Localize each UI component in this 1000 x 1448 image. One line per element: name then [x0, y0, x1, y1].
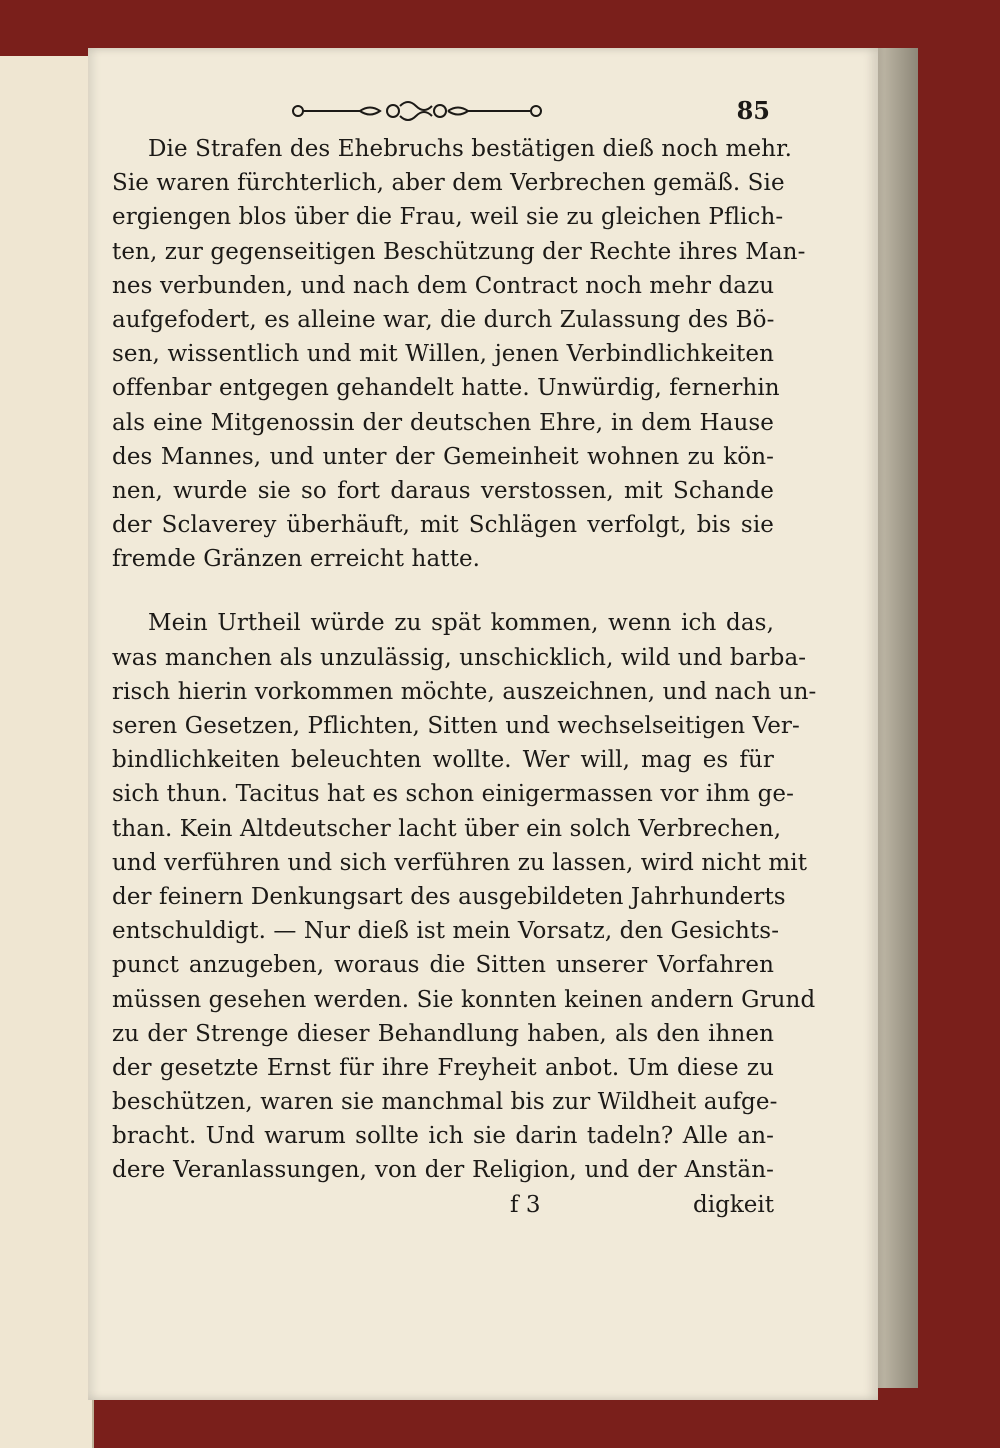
- text-line: nen, wurde sie so fort daraus verstossen, mit Schande: [112, 477, 774, 504]
- text-line: ten, zur gegenseitigen Beschützung der Rechte ihres Man-: [112, 238, 806, 265]
- text-line: aufgefodert, es alleine war, die durch Zulassung des Bö-: [112, 306, 775, 333]
- text-line: punct anzugeben, woraus die Sitten unserer Vorfahren: [112, 952, 774, 979]
- text-line: sich thun. Tacitus hat es schon einigermassen vor ihm ge-: [112, 781, 794, 808]
- text-line: bindlichkeiten beleuchten wollte. Wer will, mag es für: [112, 747, 774, 774]
- paragraph: [112, 606, 817, 1187]
- text-line: Sie waren fürchterlich, aber dem Verbrechen gemäß. Sie: [112, 170, 785, 197]
- text-line: müssen gesehen werden. Sie konnten keinen andern Grund: [112, 986, 816, 1013]
- text-line: der feinern Denkungsart des ausgebildeten Jahrhunderts: [112, 883, 786, 910]
- text-line: was manchen als unzulässig, unschicklich, wild und barba-: [112, 644, 807, 671]
- ornament-rule-icon: [290, 96, 590, 126]
- paragraph-gap: [112, 576, 774, 606]
- text-line: offenbar entgegen gehandelt hatte. Unwürdig, fernerhin: [112, 375, 780, 402]
- text-line: und verführen und sich verführen zu lassen, wird nicht mit: [112, 849, 808, 876]
- text-line: bracht. Und warum sollte ich sie darin tadeln? Alle an-: [112, 1123, 774, 1150]
- text-line: des Mannes, und unter der Gemeinheit wohnen zu kön-: [112, 443, 774, 470]
- text-line: nes verbunden, und nach dem Contract noch mehr dazu: [112, 272, 775, 299]
- facing-page-edge: [0, 56, 94, 1448]
- text-line: fremde Gränzen erreicht hatte.: [112, 546, 481, 573]
- text-line: der Sclaverey überhäuft, mit Schlägen verfolgt, bis sie: [112, 512, 774, 539]
- signature-mark: f 3: [510, 1192, 541, 1218]
- text-line: der gesetzte Ernst für ihre Freyheit anbot. Um diese zu: [112, 1054, 774, 1081]
- page-number: 85: [736, 96, 770, 125]
- text-line: dere Veranlassungen, von der Religion, und der Anstän-: [112, 1157, 774, 1184]
- catchword: digkeit: [693, 1192, 774, 1218]
- text-line: als eine Mitgenossin der deutschen Ehre, in dem Hause: [112, 409, 774, 436]
- text-line: seren Gesetzen, Pflichten, Sitten und wechselseitigen Ver-: [112, 713, 800, 739]
- text-line: than. Kein Altdeutscher lacht über ein solch Verbrechen,: [112, 815, 782, 842]
- text-line: sen, wissentlich und mit Willen, jenen Verbindlichkeiten: [112, 341, 774, 368]
- paragraph: [112, 132, 806, 576]
- text-line: beschützen, waren sie manchmal bis zur Wildheit aufge-: [112, 1089, 778, 1116]
- page-footer: [112, 1188, 774, 1222]
- text-line: Die Strafen des Ehebruchs bestätigen dieß noch mehr.: [148, 136, 793, 162]
- body-text: [112, 132, 817, 1188]
- text-line: zu der Strenge dieser Behandlung haben, als den ihnen: [112, 1020, 774, 1047]
- text-line: ergiengen blos über die Frau, weil sie zu gleichen Pflich-: [112, 204, 784, 231]
- page-header: [290, 96, 770, 126]
- text-line: Mein Urtheil würde zu spät kommen, wenn ich das,: [148, 610, 774, 637]
- text-line: risch hierin vorkommen möchte, auszeichnen, und nach un-: [112, 678, 817, 705]
- text-line: entschuldigt. — Nur dieß ist mein Vorsatz, den Gesichts-: [112, 918, 780, 945]
